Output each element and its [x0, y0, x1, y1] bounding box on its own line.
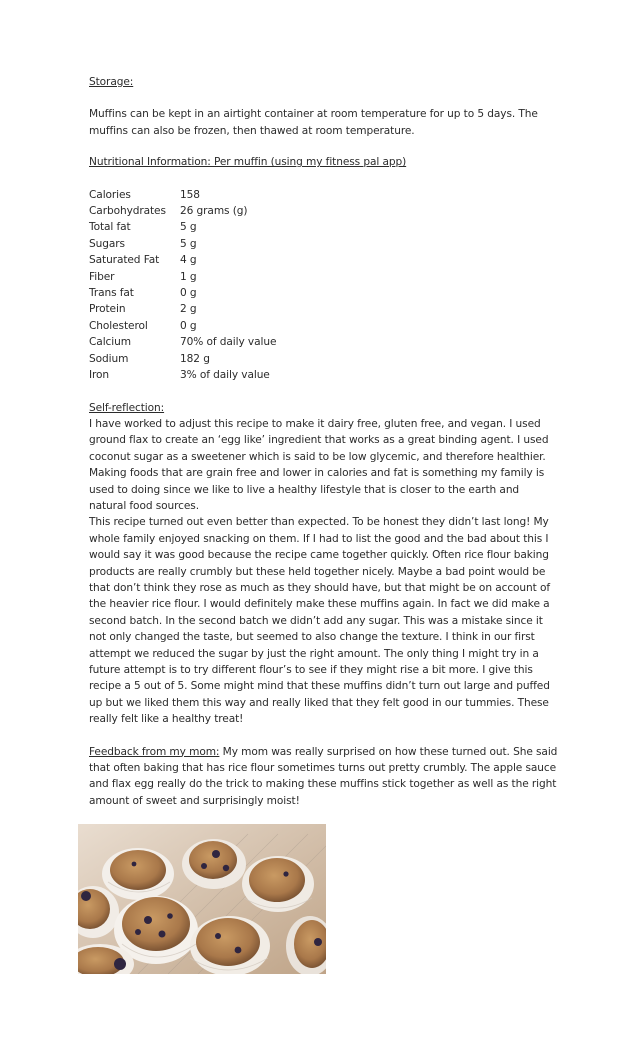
nutrition-row [89, 236, 276, 252]
nutrition-row [89, 301, 276, 317]
nutrition-label: Total fat [89, 221, 131, 234]
nutrition-label: Fiber [89, 270, 115, 283]
feedback-text: My mom was really surprised on how these turned out. She said that often baking that has rice flour sometimes turns out pretty crumbly. The apple sauce and flax egg really do the trick to making these muffins stick together as well as the right amount of sweet and surprisingly moist! [89, 745, 558, 807]
nutrition-row [89, 351, 276, 367]
nutrition-row [89, 318, 276, 334]
nutrition-value: 182 g [180, 352, 210, 365]
storage-heading: Storage: [89, 76, 134, 88]
nutrition-row [89, 203, 276, 219]
feedback-label: Feedback from my mom: [89, 745, 220, 758]
nutrition-row [89, 367, 276, 383]
nutrition-row [89, 187, 276, 203]
nutrition-label: Saturated Fat [89, 254, 160, 267]
nutrition-value: 4 g [180, 254, 197, 267]
nutrition-label: Sodium [89, 352, 129, 365]
reflection-paragraph-1: I have worked to adjust this recipe to make it dairy free, gluten free, and vegan. I used ground flax to create an ‘egg like’ ingredient that works as a great binding agent. I used coconut sugar as a sweetener which is said to be low glycemic, and therefore healthier. Making foods that are grain free and lower in calories and fat is something my family is used to doing since we like to live a healthy lifestyle that is closer to the earth and natural food sources. [89, 417, 549, 512]
nutrition-value: 158 [180, 188, 200, 201]
nutrition-row [89, 252, 276, 268]
nutrition-row [89, 334, 276, 350]
nutrition-label: Trans fat [89, 287, 134, 300]
reflection-heading: Self-reflection: [89, 401, 165, 414]
nutrition-value: 0 g [180, 319, 197, 332]
nutrition-value: 5 g [180, 221, 197, 234]
nutrition-value: 1 g [180, 270, 197, 283]
nutrition-value: 2 g [180, 303, 197, 316]
nutrition-table [89, 187, 276, 384]
nutrition-row [89, 285, 276, 301]
nutrition-label: Protein [89, 303, 126, 316]
nutrition-value: 5 g [180, 237, 197, 250]
nutrition-row [89, 219, 276, 235]
nutrition-value: 0 g [180, 287, 197, 300]
nutrition-label: Iron [89, 369, 110, 382]
nutrition-label: Carbohydrates [89, 205, 166, 218]
feedback-paragraph [89, 744, 559, 810]
nutrition-label: Calories [89, 188, 131, 201]
nutrition-row [89, 269, 276, 285]
nutrition-value: 26 grams (g) [180, 205, 248, 218]
document-page [89, 74, 559, 809]
nutrition-value: 70% of daily value [180, 336, 277, 349]
nutrition-heading: Nutritional Information: Per muffin (using my fitness pal app) [89, 156, 407, 169]
storage-text: Muffins can be kept in an airtight container at room temperature for up to 5 days. The muffins can also be frozen, then thawed at room temperature. [89, 108, 538, 137]
nutrition-label: Cholesterol [89, 319, 148, 332]
nutrition-label: Calcium [89, 336, 131, 349]
muffins-photo [78, 824, 326, 974]
nutrition-value: 3% of daily value [180, 369, 270, 382]
nutrition-label: Sugars [89, 237, 125, 250]
reflection-paragraph-2: This recipe turned out even better than expected. To be honest they didn’t last long! My whole family enjoyed snacking on them. If I had to list the good and the bad about this I would say it was good because the recipe came together quickly. Often rice flour baking products are really crumbly but these held together nicely. Maybe a bad point would be that don’t think they rose as much as they should have, but that might be on account of the heavier rice flour. I would definitely make these muffins again. In fact we did make a second batch. In the second batch we didn’t add any sugar. This was a mistake since it not only changed the taste, but seemed to also change the texture. I think in our first attempt we reduced the sugar by just the right amount. The only thing I might try in a future attempt is to try different flour’s to see if they might rise a bit more. I give this recipe a 5 out of 5. Some might mind that these muffins didn’t turn out large and puffed up but we liked them this way and really liked that they felt good in our tummies. These really felt like a healthy treat! [89, 516, 550, 726]
